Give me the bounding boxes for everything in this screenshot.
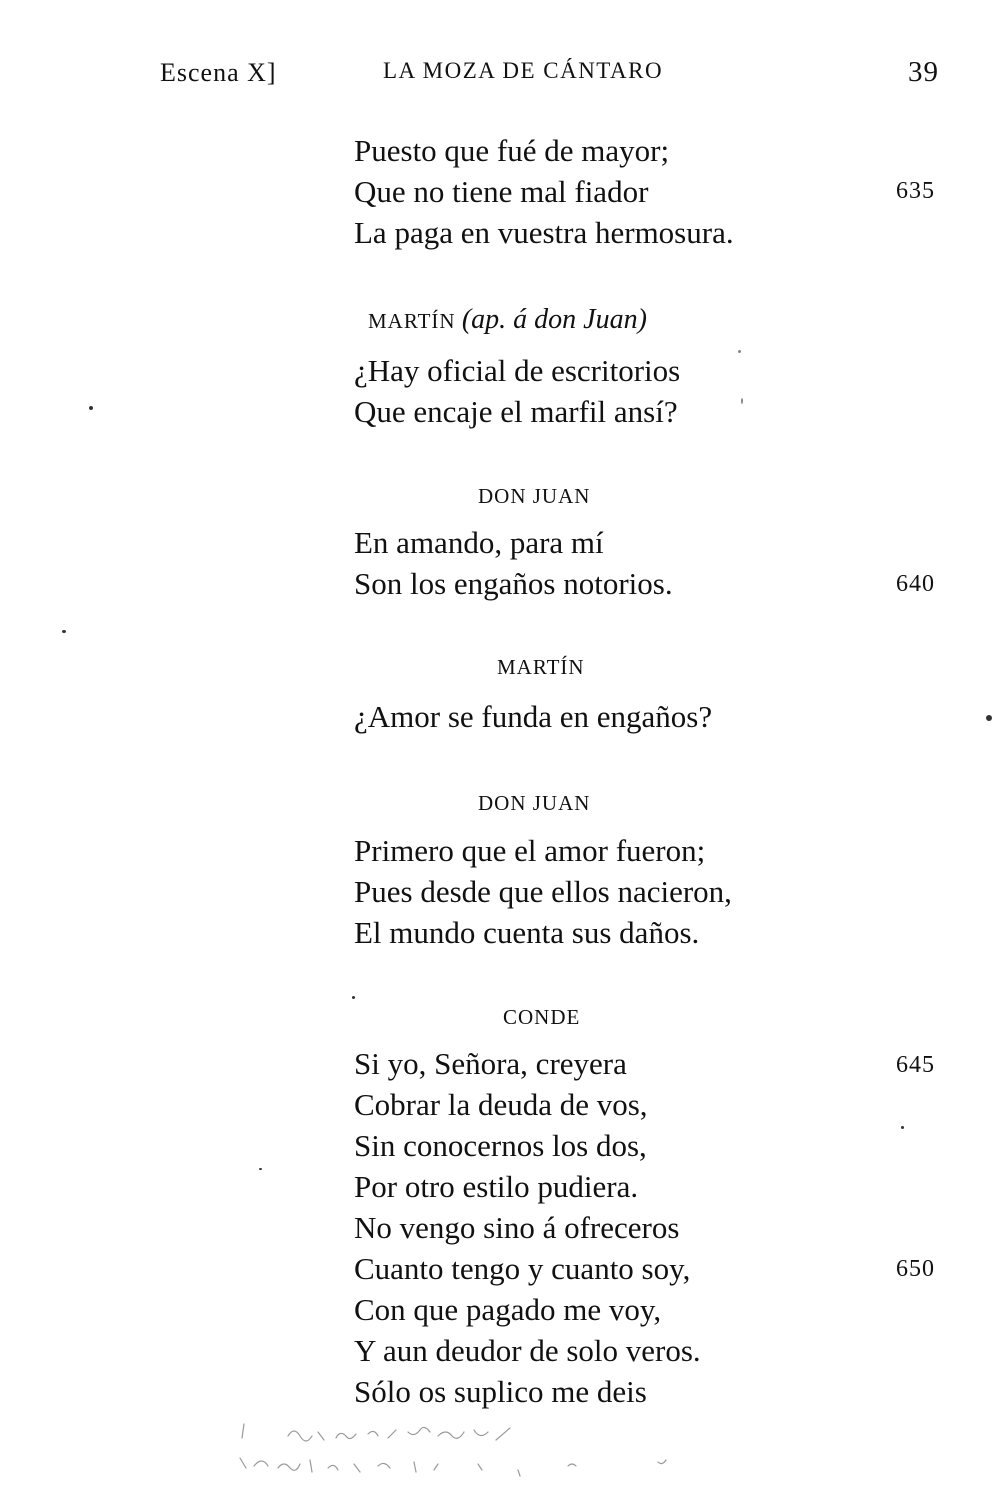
bleed-through-marks [238,1418,678,1488]
verse-line: Con que pagado me voy, [354,1292,662,1327]
speaker-name: MARTÍN [497,655,585,679]
verse-line: Por otro estilo pudiera. [354,1169,639,1204]
scan-speck [986,715,992,721]
verse-line: Si yo, Señora, creyera [354,1046,627,1081]
scan-speck [738,350,741,353]
verse-line: La paga en vuestra hermosura. [354,215,734,250]
scan-speck [901,1126,904,1129]
line-number: 645 [896,1052,935,1078]
speaker-name: DON JUAN [478,484,591,508]
verse-line: Que encaje el marfil ansí? [354,394,678,429]
verse-line: Sin conocernos los dos, [354,1128,647,1163]
verse-line: Son los engaños notorios. [354,566,673,601]
verse-line: En amando, para mí [354,525,604,560]
section-label: Escena X] [160,58,277,87]
verse-line: Puesto que fué de mayor; [354,133,670,168]
speaker-name: CONDE [503,1005,581,1029]
verse-line: El mundo cuenta sus daños. [354,915,700,950]
verse-line: Que no tiene mal fiador [354,174,649,209]
line-number: 650 [896,1256,935,1282]
running-title: LA MOZA DE CÁNTARO [383,58,664,83]
verse-line: ¿Amor se funda en engaños? [354,699,713,734]
scan-speck [62,630,66,633]
scan-speck [259,1168,262,1170]
line-number: 640 [896,571,935,597]
verse-line: Primero que el amor fueron; [354,833,706,868]
verse-line: No vengo sino á ofreceros [354,1210,680,1245]
scan-speck [741,398,743,404]
verse-line: Cobrar la deuda de vos, [354,1087,648,1122]
page-number: 39 [908,56,939,88]
speaker-name: DON JUAN [478,791,591,815]
stage-direction: (ap. á don Juan) [461,304,647,335]
verse-line: Sólo os suplico me deis [354,1374,647,1409]
scan-speck [89,406,93,410]
speaker-heading [368,304,647,336]
verse-line: ¿Hay oficial de escritorios [354,353,681,388]
scan-speck [352,996,355,999]
speaker-name: MARTÍN [368,309,456,333]
verse-line: Pues desde que ellos nacieron, [354,874,732,909]
verse-line: Y aun deudor de solo veros. [354,1333,701,1368]
verse-line: Cuanto tengo y cuanto soy, [354,1251,691,1286]
line-number: 635 [896,178,935,204]
